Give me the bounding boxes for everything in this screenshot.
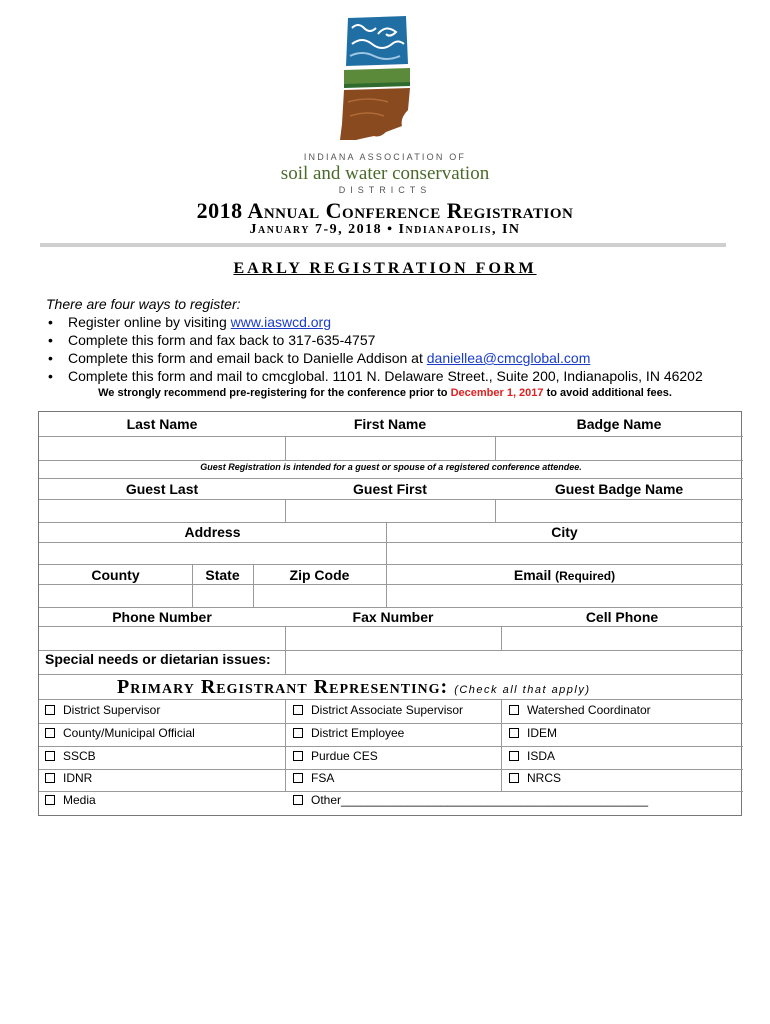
checkbox-icon[interactable] xyxy=(509,728,519,738)
check-all-note: (Check all that apply) xyxy=(454,684,591,696)
option-fsa[interactable]: FSA xyxy=(293,771,334,785)
list-item-text: Register online by visiting xyxy=(68,314,231,330)
option-nrcs[interactable]: NRCS xyxy=(509,771,561,785)
option-purdue-ces[interactable]: Purdue CES xyxy=(293,749,378,763)
header-divider xyxy=(40,243,726,247)
email-required-note: (Required) xyxy=(555,569,616,583)
org-name-line2: soil and water conservation xyxy=(280,163,490,184)
phone-number-label: Phone Number xyxy=(112,609,212,625)
email-link[interactable]: daniellea@cmcglobal.com xyxy=(426,350,591,366)
email-label: Email (Required) xyxy=(513,567,616,583)
list-item xyxy=(46,367,703,385)
page-title: 2018 Annual Conference Registration xyxy=(196,198,574,223)
option-district-associate-supervisor[interactable]: District Associate Supervisor xyxy=(293,703,463,717)
form-type-heading: EARLY REGISTRATION FORM xyxy=(233,260,537,277)
badge-name-label: Badge Name xyxy=(576,416,662,432)
checkbox-icon[interactable] xyxy=(509,751,519,761)
state-label: State xyxy=(205,567,240,583)
indiana-map-logo-icon xyxy=(336,14,416,142)
checkbox-icon[interactable] xyxy=(45,728,55,738)
org-name-line3: DISTRICTS xyxy=(338,185,432,195)
checkbox-icon[interactable] xyxy=(45,773,55,783)
guest-first-label: Guest First xyxy=(353,481,427,497)
list-item-text: Complete this form and email back to Danielle Addison at xyxy=(68,350,427,366)
bullet-icon: • xyxy=(48,350,53,366)
bullet-icon: • xyxy=(48,332,53,348)
guest-registration-note: Guest Registration is intended for a guest or spouse of a registered conference attendee. xyxy=(200,462,582,472)
option-idem[interactable]: IDEM xyxy=(509,726,557,740)
list-item-text: Complete this form and fax back to 317-635-4757 xyxy=(68,332,376,348)
option-isda[interactable]: ISDA xyxy=(509,749,555,763)
registration-ways-intro: There are four ways to register: xyxy=(46,296,241,312)
option-sscb[interactable]: SSCB xyxy=(45,749,96,763)
event-date-location: January 7-9, 2018 • Indianapolis, IN xyxy=(249,222,521,237)
list-item-text: Complete this form and mail to cmcglobal. 1101 N. Delaware Street., Suite 200, Indianapolis, IN 46202 xyxy=(68,368,703,384)
option-other[interactable]: Other______________________________________________ xyxy=(293,793,648,807)
checkbox-icon[interactable] xyxy=(45,751,55,761)
checkbox-icon[interactable] xyxy=(293,751,303,761)
website-link[interactable]: www.iaswcd.org xyxy=(230,314,332,330)
checkbox-icon[interactable] xyxy=(509,705,519,715)
checkbox-icon[interactable] xyxy=(509,773,519,783)
checkbox-icon[interactable] xyxy=(293,705,303,715)
option-media[interactable]: Media xyxy=(45,793,96,807)
registration-form xyxy=(38,411,742,816)
bullet-icon: • xyxy=(48,368,53,384)
fax-number-label: Fax Number xyxy=(352,609,434,625)
county-label: County xyxy=(91,567,140,583)
zip-code-label: Zip Code xyxy=(289,567,350,583)
preregistration-note: We strongly recommend pre-registering for the conference prior to December 1, 2017 to avoid additional fees. xyxy=(98,387,672,399)
list-item xyxy=(46,313,703,331)
list-item xyxy=(46,331,703,349)
special-needs-label: Special needs or dietarian issues: xyxy=(45,651,271,667)
option-district-employee[interactable]: District Employee xyxy=(293,726,404,740)
iaswcd-logo xyxy=(270,14,500,194)
list-item xyxy=(46,349,703,367)
checkbox-icon[interactable] xyxy=(293,795,303,805)
option-watershed-coordinator[interactable]: Watershed Coordinator xyxy=(509,703,651,717)
cell-phone-label: Cell Phone xyxy=(585,609,659,625)
city-label: City xyxy=(551,524,578,540)
last-name-label: Last Name xyxy=(126,416,198,432)
checkbox-icon[interactable] xyxy=(293,773,303,783)
bullet-icon: • xyxy=(48,314,53,330)
deadline-date: December 1, 2017 xyxy=(450,387,544,399)
representing-heading: Primary Registrant Representing: (Check all that apply) xyxy=(117,676,591,698)
address-label: Address xyxy=(184,524,241,540)
org-name-line1: INDIANA ASSOCIATION OF xyxy=(303,152,467,162)
checkbox-icon[interactable] xyxy=(45,705,55,715)
option-idnr[interactable]: IDNR xyxy=(45,771,92,785)
option-county-municipal-official[interactable]: County/Municipal Official xyxy=(45,726,195,740)
option-district-supervisor[interactable]: District Supervisor xyxy=(45,703,160,717)
first-name-label: First Name xyxy=(353,416,427,432)
guest-last-label: Guest Last xyxy=(125,481,199,497)
checkbox-icon[interactable] xyxy=(293,728,303,738)
registration-ways-list xyxy=(46,313,703,385)
guest-badge-name-label: Guest Badge Name xyxy=(554,481,684,497)
checkbox-icon[interactable] xyxy=(45,795,55,805)
